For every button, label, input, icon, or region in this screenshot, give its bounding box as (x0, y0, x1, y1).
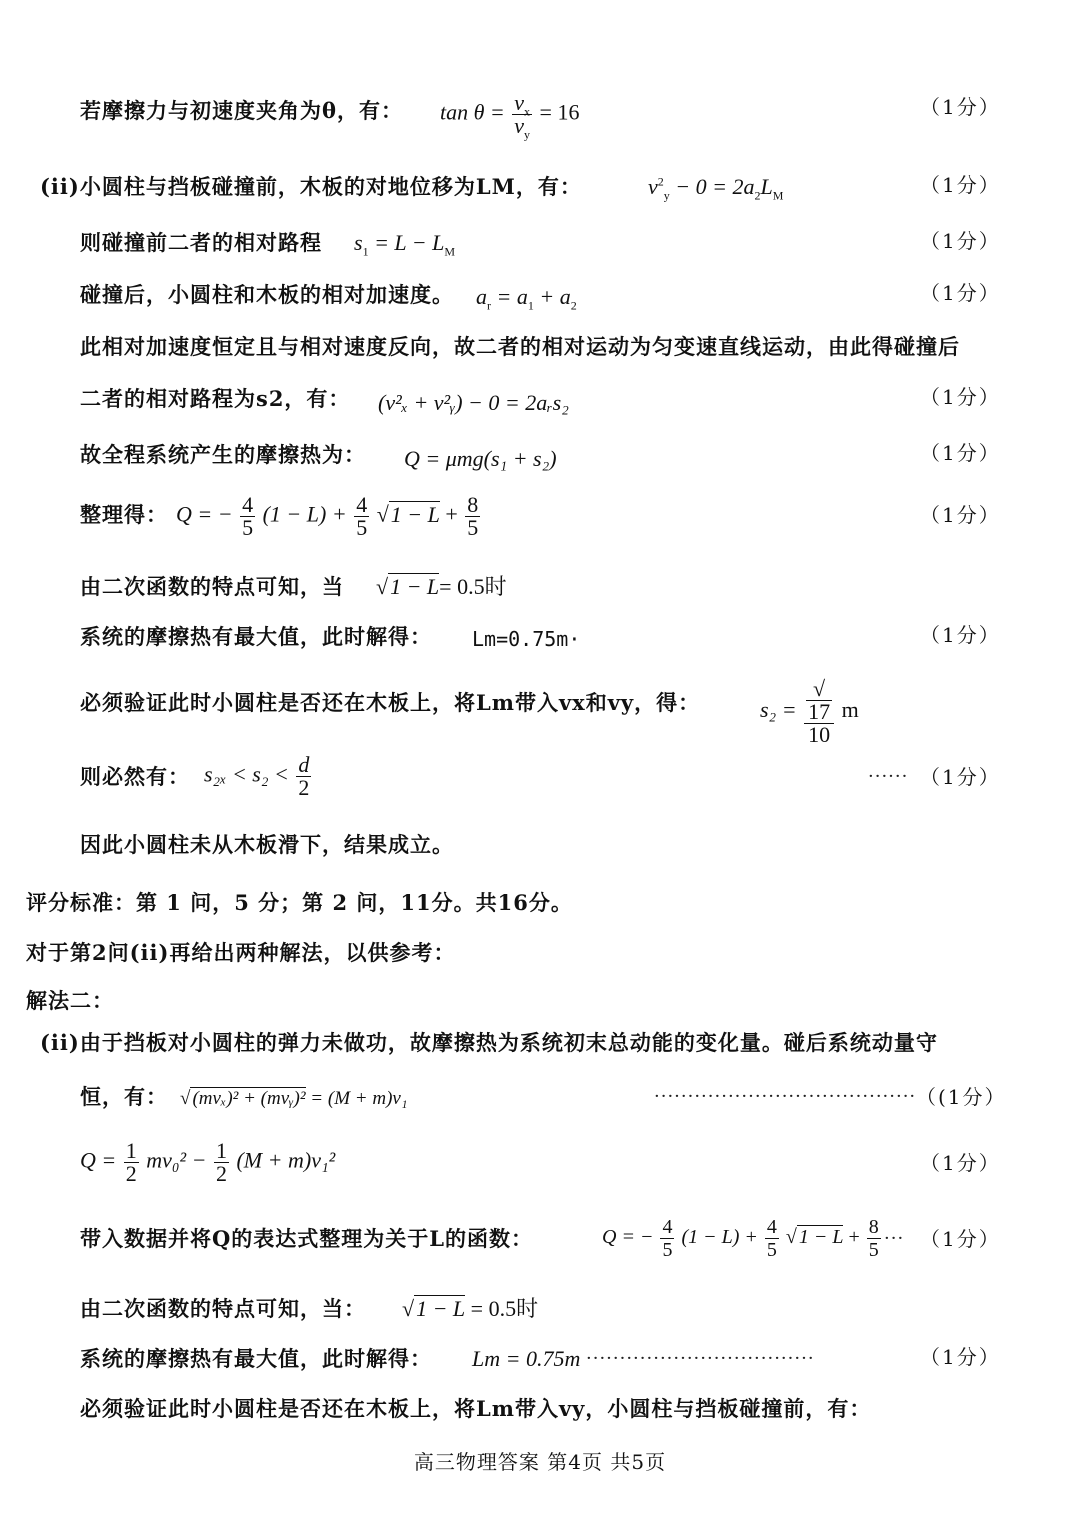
line-text: 碰撞后，小圆柱和木板的相对加速度。 (80, 282, 454, 307)
line-text: 则必然有： (80, 764, 190, 789)
line-16 (0, 986, 1080, 1030)
line-text: 由二次函数的特点可知，当： (80, 1296, 366, 1321)
line-text: 故全程系统产生的摩擦热为： (80, 442, 366, 467)
line-text: 恒，有： (80, 1084, 168, 1109)
line-4 (0, 280, 1080, 324)
line-7 (0, 440, 1080, 484)
line-18 (0, 1082, 1080, 1126)
line-23 (0, 1394, 1080, 1438)
equation: $a_r = a_1 + a_2$ (476, 284, 577, 313)
line-text: 二者的相对路程为s2，有： (80, 386, 351, 411)
line-text: 若摩擦力与初速度夹角为θ，有： (80, 98, 404, 123)
equation: s₂ = √ 17 10 m (760, 676, 859, 747)
equation: tan θ = $\frac{v_x}{v_y}$ = 16 (440, 90, 580, 142)
line-text: 由二次函数的特点可知，当 (80, 574, 344, 599)
line-10 (0, 622, 1080, 666)
equation: Q = $\frac{1}{2}$ mv₀² − $\frac{1}{2}$ (M + m)v₁² (80, 1138, 336, 1186)
line-1 (0, 90, 1080, 142)
equation: Q = − $\frac{4}{5}$ (1 − L) + $\frac{4}{5}$ √ 1 − L + $\frac{8}{5}$ (602, 1216, 879, 1261)
dots: ·································· (586, 1348, 815, 1369)
equation: √1 − L= 0.5时 (376, 574, 507, 599)
equation: Lm=0.75m· (472, 627, 581, 651)
equation: Lm = 0.75m (472, 1346, 581, 1371)
line-text: 因此小圆柱未从木板滑下，结果成立。 (80, 832, 454, 857)
score: （1分） (920, 229, 1001, 253)
score: （1分） (920, 1345, 1001, 1369)
equation: Q = μmg(s₁ + s₂) (404, 446, 557, 471)
equation: s₂ₓ < s₂ < $\frac{d}{2}$ (204, 752, 310, 800)
equation: $v^2_y - 0 = 2a_2L_M$ (648, 174, 784, 203)
score: （1分） (920, 503, 1001, 527)
line-text: 此相对加速度恒定且与相对速度反向，故二者的相对运动为匀变速直线运动，由此得碰撞后 (80, 334, 960, 359)
dots: ··· (884, 1228, 905, 1249)
equation: Q = − $\frac{4}{5}$ (1 − L) + $\frac{4}{5}$ √1 − L + $\frac{8}{5}$ (176, 492, 479, 540)
dots: ······································· (654, 1086, 917, 1107)
page-footer: 高三物理答案 第4页 共5页 (413, 1450, 667, 1474)
score: （(1分） (916, 1085, 1007, 1109)
line-text: 评分标准：第 1 问，5 分；第 2 问，11分。共16分。 (26, 890, 573, 915)
score: （1分） (920, 173, 1001, 197)
line-19 (0, 1140, 1080, 1198)
equation: $s_1 = L - L_M$ (354, 230, 455, 259)
line-20 (0, 1216, 1080, 1274)
line-9 (0, 572, 1080, 616)
line-12 (0, 752, 1080, 812)
line-14 (0, 888, 1080, 932)
line-13 (0, 830, 1080, 874)
line-text: (ii)小圆柱与挡板碰撞前，木板的对地位移为LM，有： (40, 174, 582, 199)
line-22 (0, 1344, 1080, 1388)
line-11 (0, 676, 1080, 747)
equation: √ (mvₓ)² + (mvᵧ)² = (M + m)v₁ (180, 1088, 408, 1109)
line-6 (0, 384, 1080, 428)
line-21 (0, 1294, 1080, 1338)
score: （1分） (920, 765, 1001, 789)
line-text: 系统的摩擦热有最大值，此时解得： (80, 1346, 432, 1371)
score: （1分） (920, 623, 1001, 647)
score: （1分） (920, 95, 1001, 119)
score: （1分） (920, 281, 1001, 305)
score: （1分） (920, 1151, 1001, 1175)
line-text: 系统的摩擦热有最大值，此时解得： (80, 624, 432, 649)
score: （1分） (920, 1227, 1001, 1251)
line-17 (0, 1028, 1080, 1072)
dots: ······ (868, 766, 909, 787)
line-3 (0, 228, 1080, 272)
line-text: 则碰撞前二者的相对路程 (80, 230, 322, 255)
equation: √1 − L = 0.5时 (402, 1296, 539, 1321)
score: （1分） (920, 385, 1001, 409)
line-15 (0, 938, 1080, 982)
line-2 (0, 172, 1080, 216)
score: （1分） (920, 441, 1001, 465)
line-text: 必须验证此时小圆柱是否还在木板上，将Lm带入vy，小圆柱与挡板碰撞前，有： (80, 1396, 872, 1421)
line-text: 必须验证此时小圆柱是否还在木板上，将Lm带入vx和vy，得： (80, 690, 701, 715)
line-8 (0, 494, 1080, 550)
line-text: (ii)由于挡板对小圆柱的弹力未做功，故摩擦热为系统初末总动能的变化量。碰后系统动量守 (40, 1030, 938, 1055)
line-text: 对于第2问(ii)再给出两种解法，以供参考： (26, 940, 456, 965)
equation: (v²ₓ + v²ᵧ) − 0 = 2aᵣs₂ (378, 390, 569, 415)
line-text: 整理得： (80, 502, 168, 527)
line-text: 解法二： (26, 988, 114, 1013)
line-5 (0, 332, 1080, 376)
line-text: 带入数据并将Q的表达式整理为关于L的函数： (80, 1226, 534, 1251)
